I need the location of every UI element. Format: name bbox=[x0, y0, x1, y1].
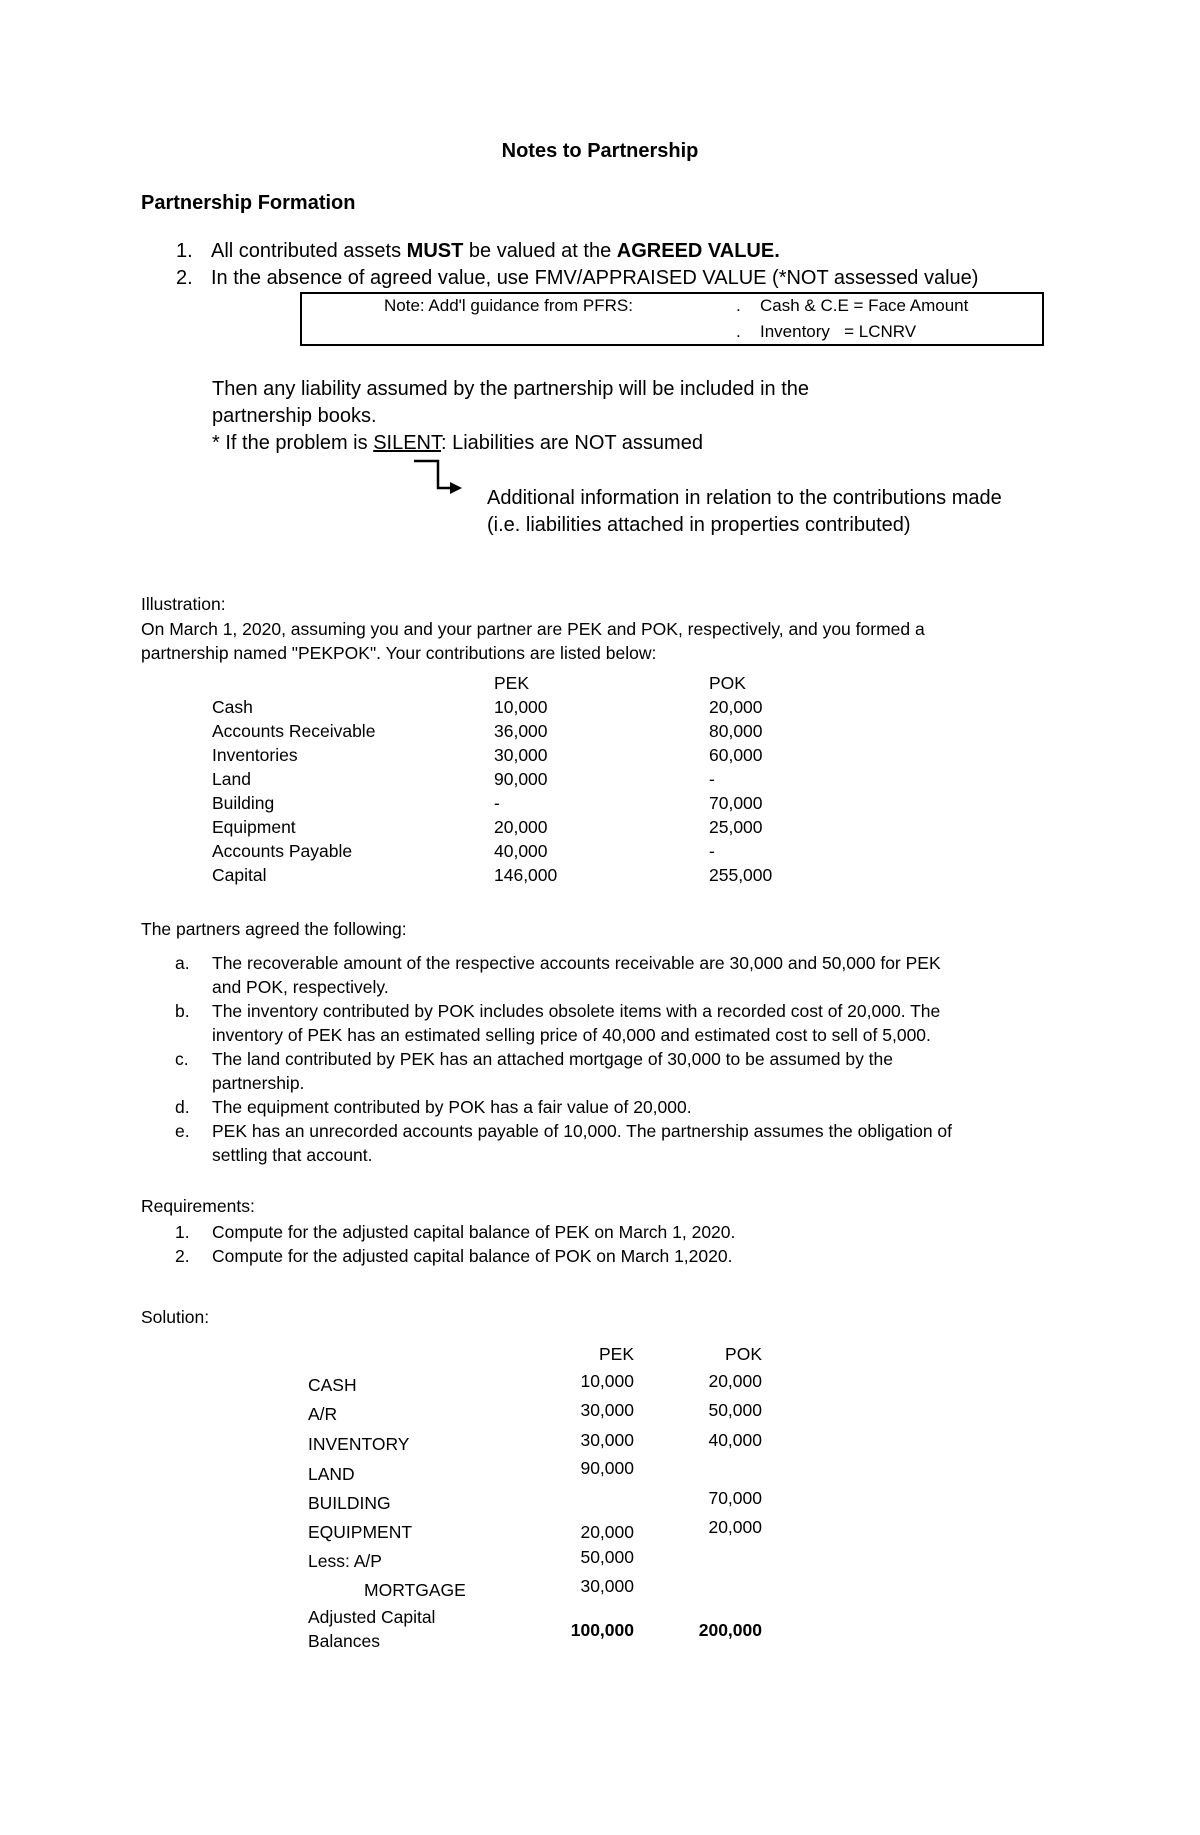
pek-total: 100,000 bbox=[570, 1620, 634, 1640]
row-label: Building bbox=[212, 793, 275, 813]
liability-line: partnership books. bbox=[212, 405, 377, 427]
row-label: Cash bbox=[212, 697, 253, 717]
pok-value: 20,000 bbox=[708, 1371, 762, 1391]
row-label: Accounts Payable bbox=[212, 841, 353, 861]
agreement-text: The inventory contributed by POK includes obsolete items with a recorded cost of 20,000. The bbox=[212, 1001, 941, 1021]
note-item: Cash & C.E = Face Amount bbox=[760, 296, 969, 315]
row-label: EQUIPMENT bbox=[308, 1522, 413, 1542]
row-label: INVENTORY bbox=[308, 1434, 410, 1454]
agreement-marker: c. bbox=[175, 1049, 189, 1069]
pok-value: 60,000 bbox=[709, 745, 763, 765]
liability-line: Then any liability assumed by the partnership will be included in the bbox=[212, 378, 810, 400]
row-label: Equipment bbox=[212, 817, 296, 837]
pok-value: 25,000 bbox=[709, 817, 763, 837]
agreement-text: partnership. bbox=[212, 1073, 305, 1093]
requirements-heading: Requirements: bbox=[141, 1196, 255, 1216]
column-header-pok: POK bbox=[709, 673, 746, 693]
pek-value: 30,000 bbox=[494, 745, 548, 765]
requirement-text: Compute for the adjusted capital balance of POK on March 1,2020. bbox=[212, 1246, 733, 1266]
row-label: Land bbox=[212, 769, 251, 789]
row-label: Inventories bbox=[212, 745, 298, 765]
note-label: Note: Add'l guidance from PFRS: bbox=[384, 296, 633, 315]
requirement-marker: 1. bbox=[175, 1222, 190, 1242]
pfrs-note-box bbox=[300, 292, 1044, 346]
agreement-marker: b. bbox=[175, 1001, 190, 1021]
pok-value: 80,000 bbox=[709, 721, 763, 741]
note-bullet: . bbox=[736, 322, 741, 341]
pek-value: 10,000 bbox=[580, 1371, 634, 1391]
row-label: BUILDING bbox=[308, 1493, 391, 1513]
pok-value: - bbox=[709, 769, 715, 789]
note-bullet: . bbox=[736, 296, 741, 315]
agreement-text: and POK, respectively. bbox=[212, 977, 389, 997]
agreement-text: inventory of PEK has an estimated selling price of 40,000 and estimated cost to sell of 5,000. bbox=[212, 1025, 931, 1045]
section-heading: Partnership Formation bbox=[141, 192, 356, 214]
row-label: Less: A/P bbox=[308, 1551, 382, 1571]
illustration-text: On March 1, 2020, assuming you and your partner are PEK and POK, respectively, and you formed a bbox=[141, 619, 925, 639]
row-label: CASH bbox=[308, 1375, 357, 1395]
additional-info-line: Additional information in relation to the contributions made bbox=[487, 487, 1002, 509]
column-header-pek: PEK bbox=[598, 1344, 634, 1364]
rule-number: 1. bbox=[176, 240, 193, 262]
illustration-heading: Illustration: bbox=[141, 594, 226, 614]
pok-value: 50,000 bbox=[708, 1400, 762, 1420]
pek-value: 20,000 bbox=[580, 1522, 634, 1542]
agreements-heading: The partners agreed the following: bbox=[141, 919, 407, 939]
silent-rule bbox=[212, 432, 703, 455]
silent-suffix: : Liabilities are NOT assumed bbox=[441, 432, 703, 454]
silent-word: SILENT bbox=[373, 432, 441, 454]
pek-value: 146,000 bbox=[494, 865, 558, 885]
pok-value: 20,000 bbox=[708, 1517, 762, 1537]
total-label: Adjusted Capital bbox=[308, 1607, 436, 1627]
agreement-marker: d. bbox=[175, 1097, 190, 1117]
rule-text: be valued at the bbox=[463, 240, 617, 262]
pok-value: 20,000 bbox=[709, 697, 763, 717]
agreement-marker: a. bbox=[175, 953, 190, 973]
rule-emphasis: AGREED VALUE. bbox=[616, 240, 780, 262]
pek-value: 36,000 bbox=[494, 721, 548, 741]
pek-value: 20,000 bbox=[494, 817, 548, 837]
row-label: MORTGAGE bbox=[364, 1580, 466, 1600]
note-item: Inventory = LCNRV bbox=[760, 322, 917, 341]
row-label: A/R bbox=[308, 1404, 338, 1424]
pok-value: - bbox=[709, 841, 715, 861]
pek-value: 30,000 bbox=[580, 1430, 634, 1450]
agreement-text: PEK has an unrecorded accounts payable of 10,000. The partnership assumes the obligation of bbox=[212, 1121, 953, 1141]
row-label: LAND bbox=[308, 1464, 355, 1484]
agreement-text: settling that account. bbox=[212, 1145, 373, 1165]
pok-value: 70,000 bbox=[708, 1488, 762, 1508]
total-label: Balances bbox=[308, 1631, 380, 1651]
pek-value: - bbox=[494, 793, 500, 813]
pek-value: 90,000 bbox=[494, 769, 548, 789]
pok-value: 255,000 bbox=[709, 865, 773, 885]
agreement-marker: e. bbox=[175, 1121, 190, 1141]
column-header-pok: POK bbox=[725, 1344, 762, 1364]
pek-value: 10,000 bbox=[494, 697, 548, 717]
column-header-pek: PEK bbox=[494, 673, 530, 693]
solution-heading: Solution: bbox=[141, 1307, 210, 1327]
row-label: Accounts Receivable bbox=[212, 721, 376, 741]
rule-number: 2. bbox=[176, 267, 193, 289]
pek-value: 50,000 bbox=[580, 1547, 634, 1567]
bent-arrow-icon bbox=[412, 458, 472, 500]
pek-value: 90,000 bbox=[580, 1458, 634, 1478]
agreement-text: The equipment contributed by POK has a fair value of 20,000. bbox=[212, 1097, 692, 1117]
rule-emphasis: MUST bbox=[406, 240, 464, 262]
document-title: Notes to Partnership bbox=[501, 140, 699, 162]
agreement-text: The recoverable amount of the respective accounts receivable are 30,000 and 50,000 for PEK bbox=[212, 953, 941, 973]
pok-total: 200,000 bbox=[698, 1620, 762, 1640]
pek-value: 30,000 bbox=[580, 1576, 634, 1596]
additional-info-line: (i.e. liabilities attached in properties contributed) bbox=[487, 514, 911, 536]
rule-text: In the absence of agreed value, use FMV/APPRAISED VALUE (*NOT assessed value) bbox=[211, 267, 979, 289]
agreement-text: The land contributed by PEK has an attached mortgage of 30,000 to be assumed by the bbox=[212, 1049, 894, 1069]
requirement-marker: 2. bbox=[175, 1246, 190, 1266]
row-label: Capital bbox=[212, 865, 267, 885]
pok-value: 40,000 bbox=[708, 1430, 762, 1450]
rule-text: All contributed assets bbox=[211, 240, 407, 262]
illustration-text: partnership named "PEKPOK". Your contributions are listed below: bbox=[141, 643, 657, 663]
pok-value: 70,000 bbox=[709, 793, 763, 813]
silent-prefix: * If the problem is bbox=[212, 432, 374, 454]
pek-value: 30,000 bbox=[580, 1400, 634, 1420]
pek-value: 40,000 bbox=[494, 841, 548, 861]
requirement-text: Compute for the adjusted capital balance of PEK on March 1, 2020. bbox=[212, 1222, 736, 1242]
